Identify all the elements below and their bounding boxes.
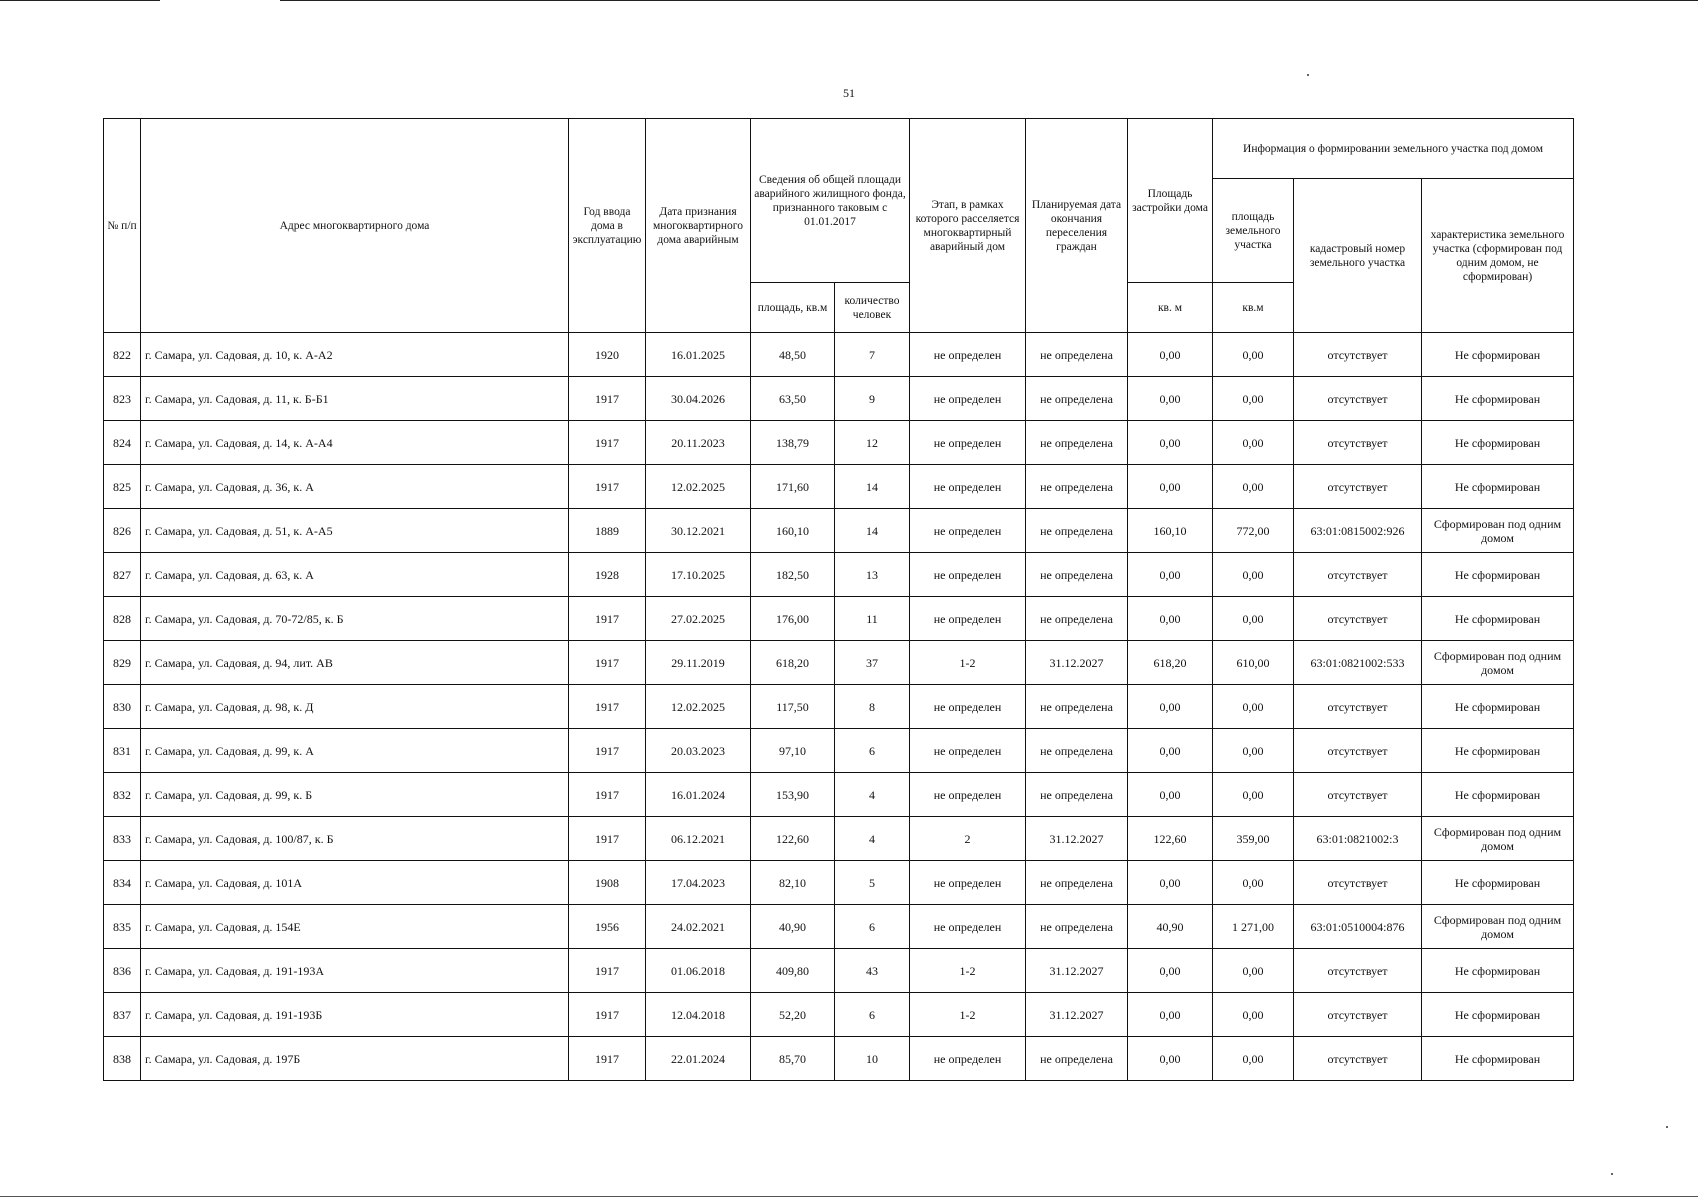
row-address: г. Самара, ул. Садовая, д. 154Е bbox=[141, 905, 569, 949]
row-area: 153,90 bbox=[751, 773, 835, 817]
row-recognition-date: 22.01.2024 bbox=[646, 1037, 751, 1081]
header-cadastral: кадастровый номер земельного участка bbox=[1294, 179, 1422, 333]
row-people-count: 13 bbox=[835, 553, 910, 597]
row-planned-date: 31.12.2027 bbox=[1026, 949, 1128, 993]
row-address: г. Самара, ул. Садовая, д. 101А bbox=[141, 861, 569, 905]
row-recognition-date: 27.02.2025 bbox=[646, 597, 751, 641]
row-people-count: 11 bbox=[835, 597, 910, 641]
row-number: 824 bbox=[104, 421, 141, 465]
row-year: 1920 bbox=[569, 333, 646, 377]
row-land-status: Не сформирован bbox=[1422, 421, 1574, 465]
row-planned-date: не определена bbox=[1026, 377, 1128, 421]
row-building-area: 0,00 bbox=[1128, 993, 1213, 1037]
table-row bbox=[104, 685, 1574, 729]
row-area: 618,20 bbox=[751, 641, 835, 685]
row-year: 1917 bbox=[569, 641, 646, 685]
row-area: 117,50 bbox=[751, 685, 835, 729]
row-recognition-date: 24.02.2021 bbox=[646, 905, 751, 949]
row-year: 1908 bbox=[569, 861, 646, 905]
row-building-area: 0,00 bbox=[1128, 421, 1213, 465]
row-stage: не определен bbox=[910, 773, 1026, 817]
row-cadastral-number: 63:01:0821002:533 bbox=[1294, 641, 1422, 685]
row-cadastral-number: отсутствует bbox=[1294, 729, 1422, 773]
row-planned-date: не определена bbox=[1026, 333, 1128, 377]
row-cadastral-number: отсутствует bbox=[1294, 465, 1422, 509]
table-row bbox=[104, 773, 1574, 817]
row-people-count: 9 bbox=[835, 377, 910, 421]
row-land-area: 0,00 bbox=[1213, 993, 1294, 1037]
row-people-count: 6 bbox=[835, 729, 910, 773]
row-address: г. Самара, ул. Садовая, д. 14, к. А-А4 bbox=[141, 421, 569, 465]
row-land-status: Сформирован под одним домом bbox=[1422, 905, 1574, 949]
row-land-status: Сформирован под одним домом bbox=[1422, 509, 1574, 553]
row-area: 171,60 bbox=[751, 465, 835, 509]
row-area: 82,10 bbox=[751, 861, 835, 905]
row-address: г. Самара, ул. Садовая, д. 63, к. А bbox=[141, 553, 569, 597]
row-land-area: 0,00 bbox=[1213, 861, 1294, 905]
row-recognition-date: 16.01.2024 bbox=[646, 773, 751, 817]
table-row bbox=[104, 861, 1574, 905]
row-building-area: 0,00 bbox=[1128, 729, 1213, 773]
row-recognition-date: 12.02.2025 bbox=[646, 685, 751, 729]
row-people-count: 12 bbox=[835, 421, 910, 465]
row-number: 838 bbox=[104, 1037, 141, 1081]
row-number: 827 bbox=[104, 553, 141, 597]
header-planned-date: Планируемая дата окончания переселения граждан bbox=[1026, 119, 1128, 333]
header-address: Адрес многоквартирного дома bbox=[141, 119, 569, 333]
row-land-area: 0,00 bbox=[1213, 949, 1294, 993]
row-planned-date: не определена bbox=[1026, 685, 1128, 729]
page-number: 51 bbox=[843, 86, 855, 100]
row-people-count: 5 bbox=[835, 861, 910, 905]
row-cadastral-number: отсутствует bbox=[1294, 553, 1422, 597]
row-people-count: 14 bbox=[835, 465, 910, 509]
row-cadastral-number: отсутствует bbox=[1294, 773, 1422, 817]
row-building-area: 0,00 bbox=[1128, 773, 1213, 817]
table-row bbox=[104, 465, 1574, 509]
row-year: 1917 bbox=[569, 465, 646, 509]
table-row bbox=[104, 993, 1574, 1037]
row-stage: не определен bbox=[910, 553, 1026, 597]
row-number: 826 bbox=[104, 509, 141, 553]
row-number: 832 bbox=[104, 773, 141, 817]
row-land-status: Не сформирован bbox=[1422, 773, 1574, 817]
row-recognition-date: 20.03.2023 bbox=[646, 729, 751, 773]
row-people-count: 37 bbox=[835, 641, 910, 685]
row-planned-date: не определена bbox=[1026, 509, 1128, 553]
row-number: 823 bbox=[104, 377, 141, 421]
row-recognition-date: 29.11.2019 bbox=[646, 641, 751, 685]
row-stage: не определен bbox=[910, 333, 1026, 377]
row-address: г. Самара, ул. Садовая, д. 191-193А bbox=[141, 949, 569, 993]
row-land-area: 0,00 bbox=[1213, 421, 1294, 465]
row-building-area: 122,60 bbox=[1128, 817, 1213, 861]
header-building-area: Площадь застройки дома bbox=[1128, 119, 1213, 283]
row-stage: не определен bbox=[910, 905, 1026, 949]
row-land-area: 0,00 bbox=[1213, 773, 1294, 817]
row-people-count: 6 bbox=[835, 905, 910, 949]
header-area-info: Сведения об общей площади аварийного жилищного фонда, признанного таковым с 01.01.2017 bbox=[751, 119, 910, 283]
row-land-area: 0,00 bbox=[1213, 597, 1294, 641]
bottom-edge-line bbox=[0, 1196, 1698, 1197]
row-building-area: 40,90 bbox=[1128, 905, 1213, 949]
row-number: 831 bbox=[104, 729, 141, 773]
row-building-area: 0,00 bbox=[1128, 949, 1213, 993]
row-planned-date: не определена bbox=[1026, 421, 1128, 465]
top-edge-line bbox=[280, 0, 1698, 1]
row-year: 1917 bbox=[569, 729, 646, 773]
row-year: 1917 bbox=[569, 1037, 646, 1081]
header-building-area-unit: кв. м bbox=[1128, 283, 1213, 333]
row-planned-date: 31.12.2027 bbox=[1026, 641, 1128, 685]
row-building-area: 618,20 bbox=[1128, 641, 1213, 685]
row-stage: 2 bbox=[910, 817, 1026, 861]
top-edge-line bbox=[0, 0, 160, 1]
row-area: 138,79 bbox=[751, 421, 835, 465]
row-area: 122,60 bbox=[751, 817, 835, 861]
row-recognition-date: 20.11.2023 bbox=[646, 421, 751, 465]
row-number: 825 bbox=[104, 465, 141, 509]
row-area: 409,80 bbox=[751, 949, 835, 993]
row-recognition-date: 30.04.2026 bbox=[646, 377, 751, 421]
row-recognition-date: 06.12.2021 bbox=[646, 817, 751, 861]
row-recognition-date: 30.12.2021 bbox=[646, 509, 751, 553]
row-land-status: Не сформирован bbox=[1422, 1037, 1574, 1081]
row-people-count: 14 bbox=[835, 509, 910, 553]
table-row bbox=[104, 817, 1574, 861]
row-area: 97,10 bbox=[751, 729, 835, 773]
row-land-area: 0,00 bbox=[1213, 333, 1294, 377]
row-year: 1956 bbox=[569, 905, 646, 949]
row-land-status: Не сформирован bbox=[1422, 465, 1574, 509]
header-stage: Этап, в рамках которого расселяется многоквартирный аварийный дом bbox=[910, 119, 1026, 333]
row-address: г. Самара, ул. Садовая, д. 197Б bbox=[141, 1037, 569, 1081]
row-cadastral-number: отсутствует bbox=[1294, 861, 1422, 905]
row-people-count: 7 bbox=[835, 333, 910, 377]
row-year: 1917 bbox=[569, 377, 646, 421]
row-year: 1889 bbox=[569, 509, 646, 553]
row-land-status: Не сформирован bbox=[1422, 861, 1574, 905]
row-area: 52,20 bbox=[751, 993, 835, 1037]
row-building-area: 0,00 bbox=[1128, 465, 1213, 509]
scan-speck bbox=[1611, 1173, 1613, 1175]
row-building-area: 0,00 bbox=[1128, 1037, 1213, 1081]
row-year: 1917 bbox=[569, 421, 646, 465]
table-body bbox=[104, 333, 1574, 1081]
row-stage: не определен bbox=[910, 729, 1026, 773]
row-number: 836 bbox=[104, 949, 141, 993]
row-planned-date: не определена bbox=[1026, 597, 1128, 641]
header-year: Год ввода дома в эксплуатацию bbox=[569, 119, 646, 333]
row-address: г. Самара, ул. Садовая, д. 51, к. А-А5 bbox=[141, 509, 569, 553]
row-people-count: 4 bbox=[835, 773, 910, 817]
header-people-count: количество человек bbox=[835, 283, 910, 333]
table-row bbox=[104, 1037, 1574, 1081]
row-address: г. Самара, ул. Садовая, д. 191-193Б bbox=[141, 993, 569, 1037]
row-building-area: 0,00 bbox=[1128, 553, 1213, 597]
row-building-area: 0,00 bbox=[1128, 861, 1213, 905]
row-planned-date: не определена bbox=[1026, 465, 1128, 509]
table-row bbox=[104, 905, 1574, 949]
row-number: 830 bbox=[104, 685, 141, 729]
emergency-housing-table bbox=[103, 118, 1574, 1081]
row-people-count: 43 bbox=[835, 949, 910, 993]
row-people-count: 4 bbox=[835, 817, 910, 861]
row-building-area: 160,10 bbox=[1128, 509, 1213, 553]
row-land-status: Не сформирован bbox=[1422, 377, 1574, 421]
row-stage: 1-2 bbox=[910, 949, 1026, 993]
row-cadastral-number: отсутствует bbox=[1294, 333, 1422, 377]
row-area: 63,50 bbox=[751, 377, 835, 421]
header-land-area-unit: кв.м bbox=[1213, 283, 1294, 333]
row-building-area: 0,00 bbox=[1128, 685, 1213, 729]
row-cadastral-number: отсутствует bbox=[1294, 949, 1422, 993]
header-date-recognition: Дата признания многоквартирного дома аварийным bbox=[646, 119, 751, 333]
row-area: 160,10 bbox=[751, 509, 835, 553]
row-area: 40,90 bbox=[751, 905, 835, 949]
table-row bbox=[104, 333, 1574, 377]
table-row bbox=[104, 597, 1574, 641]
row-land-area: 610,00 bbox=[1213, 641, 1294, 685]
row-land-status: Сформирован под одним домом bbox=[1422, 817, 1574, 861]
header-area-sq: площадь, кв.м bbox=[751, 283, 835, 333]
row-people-count: 10 bbox=[835, 1037, 910, 1081]
row-planned-date: не определена bbox=[1026, 861, 1128, 905]
row-land-area: 359,00 bbox=[1213, 817, 1294, 861]
row-cadastral-number: отсутствует bbox=[1294, 1037, 1422, 1081]
row-planned-date: не определена bbox=[1026, 773, 1128, 817]
row-year: 1917 bbox=[569, 949, 646, 993]
row-land-status: Не сформирован bbox=[1422, 685, 1574, 729]
row-number: 829 bbox=[104, 641, 141, 685]
row-building-area: 0,00 bbox=[1128, 377, 1213, 421]
row-planned-date: не определена bbox=[1026, 1037, 1128, 1081]
row-area: 48,50 bbox=[751, 333, 835, 377]
row-planned-date: 31.12.2027 bbox=[1026, 817, 1128, 861]
row-cadastral-number: отсутствует bbox=[1294, 993, 1422, 1037]
row-year: 1917 bbox=[569, 685, 646, 729]
row-planned-date: не определена bbox=[1026, 729, 1128, 773]
table-row bbox=[104, 949, 1574, 993]
row-stage: не определен bbox=[910, 377, 1026, 421]
row-stage: не определен bbox=[910, 1037, 1026, 1081]
table-row bbox=[104, 509, 1574, 553]
row-people-count: 8 bbox=[835, 685, 910, 729]
row-land-area: 0,00 bbox=[1213, 465, 1294, 509]
row-land-area: 772,00 bbox=[1213, 509, 1294, 553]
scan-speck bbox=[1307, 74, 1309, 76]
row-cadastral-number: отсутствует bbox=[1294, 377, 1422, 421]
row-land-area: 0,00 bbox=[1213, 729, 1294, 773]
row-stage: не определен bbox=[910, 509, 1026, 553]
row-area: 176,00 bbox=[751, 597, 835, 641]
row-number: 837 bbox=[104, 993, 141, 1037]
row-cadastral-number: отсутствует bbox=[1294, 421, 1422, 465]
row-land-status: Не сформирован bbox=[1422, 729, 1574, 773]
row-land-area: 0,00 bbox=[1213, 1037, 1294, 1081]
row-stage: не определен bbox=[910, 465, 1026, 509]
row-number: 833 bbox=[104, 817, 141, 861]
row-cadastral-number: 63:01:0510004:876 bbox=[1294, 905, 1422, 949]
row-address: г. Самара, ул. Садовая, д. 99, к. Б bbox=[141, 773, 569, 817]
row-cadastral-number: отсутствует bbox=[1294, 597, 1422, 641]
row-land-status: Не сформирован bbox=[1422, 553, 1574, 597]
row-land-status: Не сформирован bbox=[1422, 597, 1574, 641]
row-stage: не определен bbox=[910, 421, 1026, 465]
row-cadastral-number: 63:01:0815002:926 bbox=[1294, 509, 1422, 553]
row-recognition-date: 16.01.2025 bbox=[646, 333, 751, 377]
row-recognition-date: 12.04.2018 bbox=[646, 993, 751, 1037]
row-land-status: Сформирован под одним домом bbox=[1422, 641, 1574, 685]
row-planned-date: не определена bbox=[1026, 553, 1128, 597]
row-address: г. Самара, ул. Садовая, д. 98, к. Д bbox=[141, 685, 569, 729]
row-recognition-date: 01.06.2018 bbox=[646, 949, 751, 993]
row-address: г. Самара, ул. Садовая, д. 11, к. Б-Б1 bbox=[141, 377, 569, 421]
row-number: 835 bbox=[104, 905, 141, 949]
row-address: г. Самара, ул. Садовая, д. 94, лит. АВ bbox=[141, 641, 569, 685]
row-people-count: 6 bbox=[835, 993, 910, 1037]
header-num: № п/п bbox=[104, 119, 141, 333]
row-stage: не определен bbox=[910, 685, 1026, 729]
table-row bbox=[104, 641, 1574, 685]
row-address: г. Самара, ул. Садовая, д. 36, к. А bbox=[141, 465, 569, 509]
row-year: 1917 bbox=[569, 597, 646, 641]
row-stage: 1-2 bbox=[910, 641, 1026, 685]
row-year: 1917 bbox=[569, 773, 646, 817]
row-land-status: Не сформирован bbox=[1422, 993, 1574, 1037]
table-row bbox=[104, 421, 1574, 465]
row-year: 1917 bbox=[569, 993, 646, 1037]
row-stage: 1-2 bbox=[910, 993, 1026, 1037]
scan-speck bbox=[1666, 1126, 1668, 1128]
row-address: г. Самара, ул. Садовая, д. 99, к. А bbox=[141, 729, 569, 773]
row-address: г. Самара, ул. Садовая, д. 70-72/85, к. Б bbox=[141, 597, 569, 641]
row-area: 85,70 bbox=[751, 1037, 835, 1081]
header-land-info: Информация о формировании земельного участка под домом bbox=[1213, 119, 1574, 179]
row-land-status: Не сформирован bbox=[1422, 333, 1574, 377]
row-land-area: 1 271,00 bbox=[1213, 905, 1294, 949]
row-recognition-date: 17.04.2023 bbox=[646, 861, 751, 905]
row-cadastral-number: отсутствует bbox=[1294, 685, 1422, 729]
header-land-characteristic: характеристика земельного участка (сформирован под одним домом, не сформирован) bbox=[1422, 179, 1574, 333]
row-number: 828 bbox=[104, 597, 141, 641]
row-area: 182,50 bbox=[751, 553, 835, 597]
row-address: г. Самара, ул. Садовая, д. 10, к. А-А2 bbox=[141, 333, 569, 377]
row-land-area: 0,00 bbox=[1213, 685, 1294, 729]
row-land-area: 0,00 bbox=[1213, 377, 1294, 421]
row-planned-date: не определена bbox=[1026, 905, 1128, 949]
row-stage: не определен bbox=[910, 861, 1026, 905]
table-row bbox=[104, 377, 1574, 421]
row-number: 834 bbox=[104, 861, 141, 905]
table-row bbox=[104, 553, 1574, 597]
table-row bbox=[104, 729, 1574, 773]
header-land-area: площадь земельного участка bbox=[1213, 179, 1294, 283]
row-planned-date: 31.12.2027 bbox=[1026, 993, 1128, 1037]
row-cadastral-number: 63:01:0821002:3 bbox=[1294, 817, 1422, 861]
row-building-area: 0,00 bbox=[1128, 333, 1213, 377]
row-year: 1928 bbox=[569, 553, 646, 597]
row-building-area: 0,00 bbox=[1128, 597, 1213, 641]
row-year: 1917 bbox=[569, 817, 646, 861]
row-number: 822 bbox=[104, 333, 141, 377]
row-recognition-date: 17.10.2025 bbox=[646, 553, 751, 597]
row-address: г. Самара, ул. Садовая, д. 100/87, к. Б bbox=[141, 817, 569, 861]
row-land-status: Не сформирован bbox=[1422, 949, 1574, 993]
row-recognition-date: 12.02.2025 bbox=[646, 465, 751, 509]
row-land-area: 0,00 bbox=[1213, 553, 1294, 597]
row-stage: не определен bbox=[910, 597, 1026, 641]
